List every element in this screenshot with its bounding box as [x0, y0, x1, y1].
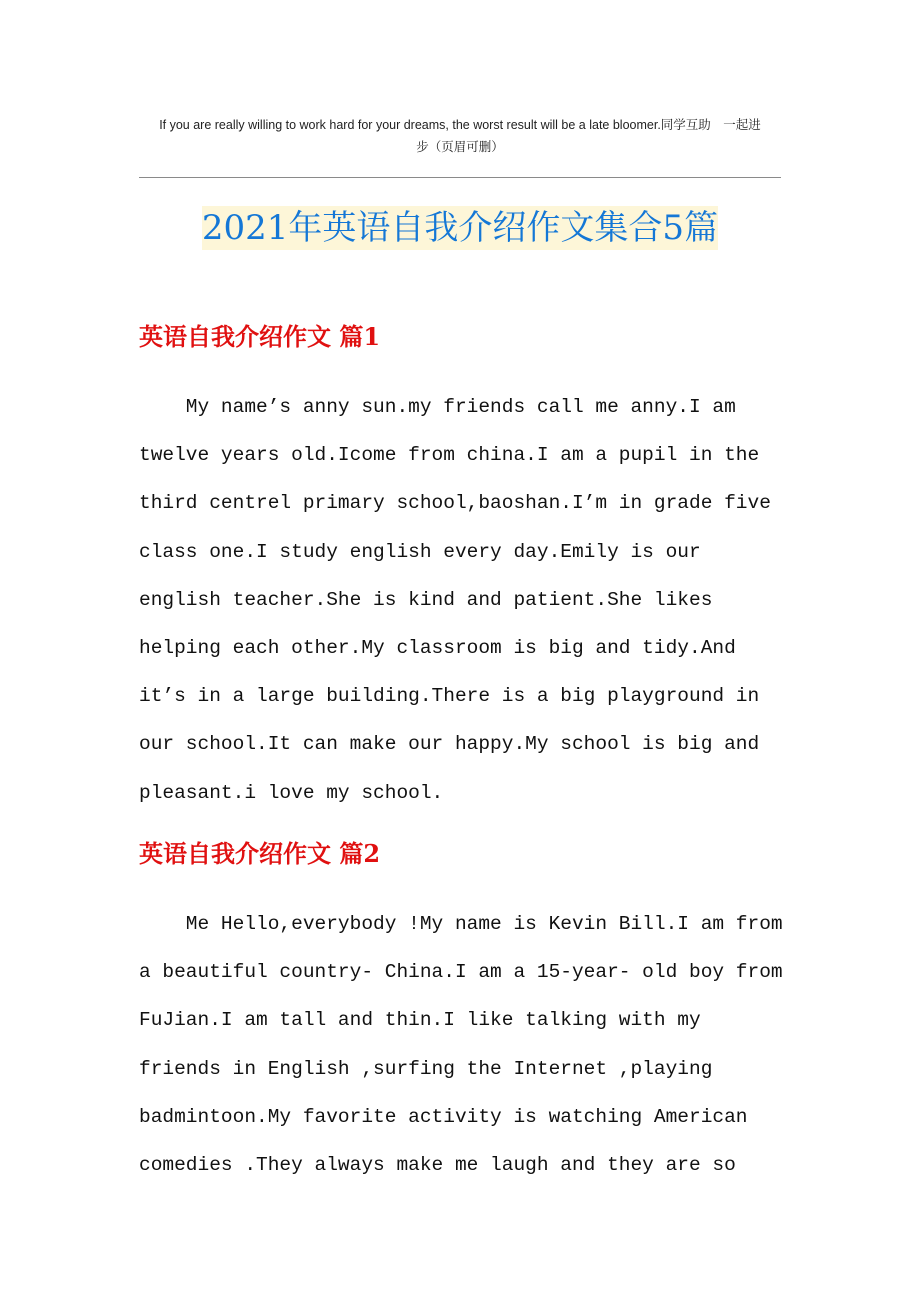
- body-line: helping each other.My classroom is big and tidy.And: [139, 637, 736, 660]
- page-header: [139, 114, 781, 158]
- header-divider: [139, 177, 781, 178]
- body-line: third centrel primary school,baoshan.I’m in grade five: [139, 492, 771, 515]
- section-2-body: [139, 900, 799, 1189]
- body-line: it’s in a large building.There is a big playground in: [139, 685, 760, 708]
- body-line: Me Hello,everybody !My name is Kevin Bill.I am from: [139, 913, 783, 935]
- header-line-2: 步（页眉可删）: [416, 140, 504, 154]
- body-line: our school.It can make our happy.My school is big and: [139, 733, 760, 756]
- body-line: comedies .They always make me laugh and they are so: [139, 1154, 736, 1177]
- document-title-text: 2021年英语自我介绍作文集合5篇: [201, 208, 719, 248]
- body-line: friends in English ,surfing the Internet ,playing: [139, 1057, 713, 1080]
- section-1-body: [139, 383, 799, 817]
- body-line: FuJian.I am tall and thin.I like talking with my: [139, 1009, 701, 1032]
- body-line: My name’s anny sun.my friends call me anny.I am: [139, 396, 736, 418]
- body-line: a beautiful country- China.I am a 15-year- old boy from: [139, 961, 783, 984]
- section-heading-2: 英语自我介绍作文 篇2: [139, 839, 381, 868]
- body-line: pleasant.i love my school.: [139, 781, 444, 804]
- document-title: [0, 203, 920, 253]
- body-line: english teacher.She is kind and patient.She likes: [139, 588, 713, 611]
- header-line-1: If you are really willing to work hard for your dreams, the worst result will be a late bloomer.同学互助 一起进: [159, 118, 761, 132]
- section-heading-1: 英语自我介绍作文 篇1: [139, 322, 381, 351]
- body-line: badmintoon.My favorite activity is watching American: [139, 1105, 748, 1128]
- body-line: twelve years old.Icome from china.I am a pupil in the: [139, 444, 760, 467]
- body-line: class one.I study english every day.Emily is our: [139, 540, 701, 563]
